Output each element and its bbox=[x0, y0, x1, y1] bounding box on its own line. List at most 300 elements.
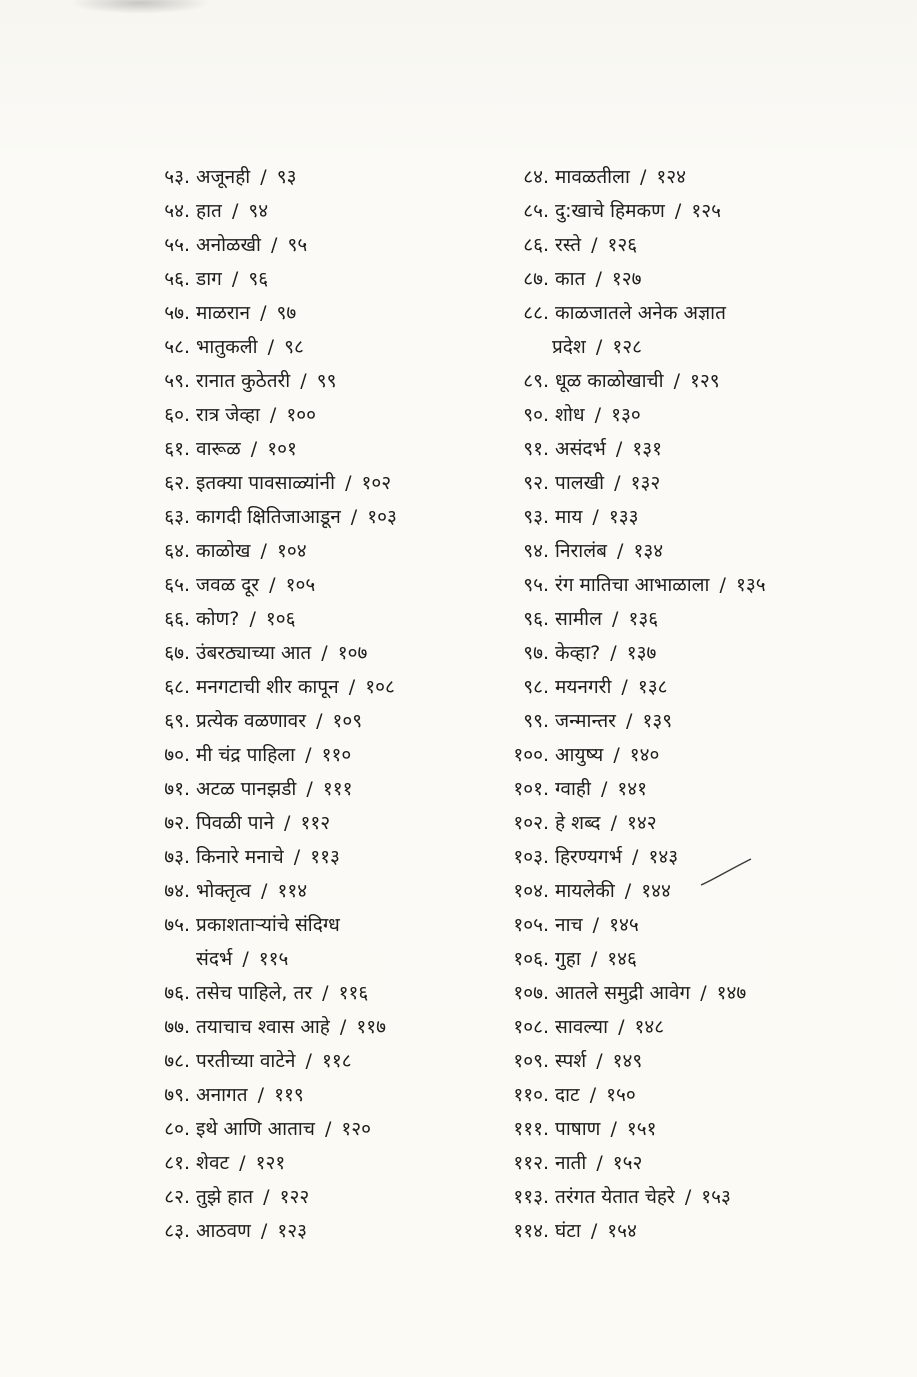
entry-page-number: १५१ bbox=[626, 1118, 657, 1140]
entry-number: ९१. bbox=[523, 438, 549, 460]
entry-page-number: १३६ bbox=[628, 608, 659, 630]
toc-entry bbox=[150, 228, 480, 262]
entry-separator: / bbox=[639, 166, 647, 188]
entry-page-number: १४३ bbox=[648, 846, 679, 868]
toc-entry bbox=[150, 1010, 480, 1044]
toc-entry bbox=[490, 976, 790, 1010]
entry-page-number: १०२ bbox=[361, 472, 392, 494]
toc-entry bbox=[490, 704, 790, 738]
entry-number: ७७. bbox=[164, 1016, 190, 1038]
entry-page-number: १५० bbox=[606, 1084, 636, 1106]
entry-title: हिरण्यगर्भ bbox=[555, 846, 622, 868]
entry-number: ६५. bbox=[164, 574, 190, 596]
toc-entry bbox=[150, 670, 480, 704]
entry-title: सावल्या bbox=[555, 1016, 609, 1038]
entry-number: ७३. bbox=[164, 846, 190, 868]
toc-entry bbox=[490, 1146, 790, 1180]
entry-number: ११२. bbox=[513, 1152, 549, 1174]
toc-entry bbox=[150, 1214, 480, 1248]
entry-title: नाती bbox=[555, 1152, 587, 1174]
entry-separator: / bbox=[260, 302, 267, 324]
entry-title: डाग bbox=[196, 268, 222, 290]
toc-entry bbox=[150, 1180, 480, 1214]
entry-separator: / bbox=[592, 914, 600, 936]
entry-separator: / bbox=[595, 336, 603, 358]
entry-page-number: १४० bbox=[629, 744, 660, 766]
entry-number: ९३. bbox=[523, 506, 549, 528]
entry-number: ८५. bbox=[523, 200, 549, 222]
toc-entry bbox=[150, 534, 480, 568]
entry-page-number: ११८ bbox=[321, 1050, 352, 1072]
toc-entry bbox=[490, 432, 790, 466]
toc-entry bbox=[150, 772, 480, 806]
toc-entry bbox=[490, 1078, 790, 1112]
entry-title: गुहा bbox=[555, 948, 581, 970]
entry-number: ९६. bbox=[523, 608, 549, 630]
entry-title: मायलेकी bbox=[555, 880, 615, 902]
entry-title: प्रत्येक वळणावर bbox=[196, 710, 307, 732]
entry-page-number: १२० bbox=[341, 1118, 372, 1140]
entry-title: धूळ काळोखाची bbox=[555, 370, 664, 392]
toc-entry bbox=[490, 942, 790, 976]
entry-number: १०७. bbox=[513, 982, 549, 1004]
entry-separator: / bbox=[719, 574, 726, 596]
entry-title: माय bbox=[555, 506, 583, 528]
toc-left-column bbox=[150, 160, 480, 1248]
toc-entry bbox=[490, 602, 790, 636]
entry-number: ७५. bbox=[164, 914, 190, 936]
entry-separator: / bbox=[631, 846, 639, 868]
entry-page-number: ९७ bbox=[276, 302, 297, 324]
entry-number: ६६. bbox=[164, 608, 190, 630]
entry-number: ८४. bbox=[523, 166, 549, 188]
entry-number: ८६. bbox=[523, 234, 549, 256]
entry-number: ५७. bbox=[164, 302, 190, 324]
entry-title: हे शब्द bbox=[555, 812, 601, 834]
toc-entry bbox=[490, 772, 790, 806]
entry-separator: / bbox=[260, 166, 267, 188]
entry-number: ८२. bbox=[164, 1186, 190, 1208]
entry-title: आठवण bbox=[196, 1220, 251, 1242]
entry-title-continuation: प्रदेश bbox=[552, 336, 586, 358]
entry-title: केव्हा? bbox=[555, 642, 601, 664]
toc-entry bbox=[490, 568, 790, 602]
entry-title: मावळतीला bbox=[555, 166, 630, 188]
entry-separator: / bbox=[306, 778, 313, 800]
entry-number: १०१. bbox=[513, 778, 549, 800]
entry-number: १०८. bbox=[513, 1016, 549, 1038]
entry-separator: / bbox=[600, 778, 608, 800]
entry-number: ९०. bbox=[523, 404, 549, 426]
entry-page-number: १२४ bbox=[656, 166, 687, 188]
entry-page-number: १४४ bbox=[641, 880, 671, 902]
toc-entry bbox=[150, 466, 480, 500]
entry-number: ८३. bbox=[164, 1220, 190, 1242]
entry-page-number: १०० bbox=[286, 404, 317, 426]
entry-page-number: ११४ bbox=[277, 880, 308, 902]
entry-title: भोक्तृत्व bbox=[196, 880, 251, 902]
entry-page-number: ११५ bbox=[258, 948, 289, 970]
entry-number: ६४. bbox=[164, 540, 190, 562]
entry-title: पाषाण bbox=[555, 1118, 601, 1140]
toc-entry bbox=[150, 568, 480, 602]
entry-number: ८९. bbox=[523, 370, 549, 392]
entry-separator: / bbox=[339, 1016, 347, 1038]
toc-entry bbox=[490, 398, 790, 432]
entry-title: किनारे मनाचे bbox=[196, 846, 284, 868]
entry-separator: / bbox=[618, 1016, 625, 1038]
toc-entry bbox=[490, 738, 790, 772]
entry-page-number: १२७ bbox=[611, 268, 642, 290]
entry-separator: / bbox=[700, 982, 707, 1004]
entry-separator: / bbox=[305, 1050, 312, 1072]
entry-title: रानात कुठेतरी bbox=[196, 370, 291, 392]
entry-title: निरालंब bbox=[555, 540, 607, 562]
toc-entry bbox=[490, 1044, 790, 1078]
entry-separator: / bbox=[345, 472, 352, 494]
toc-entry bbox=[490, 806, 790, 840]
entry-separator: / bbox=[257, 1084, 265, 1106]
entry-number: ८७. bbox=[523, 268, 549, 290]
entry-title: अनागत bbox=[196, 1084, 248, 1106]
entry-page-number: ११६ bbox=[338, 982, 369, 1004]
entry-separator: / bbox=[684, 1186, 692, 1208]
entry-number: ९४. bbox=[523, 540, 549, 562]
entry-page-number: १३२ bbox=[630, 472, 661, 494]
toc-right-column bbox=[490, 160, 790, 1248]
toc-entry bbox=[150, 398, 480, 432]
entry-number: ९२. bbox=[523, 472, 549, 494]
toc-entry bbox=[150, 296, 480, 330]
toc-entry bbox=[490, 636, 790, 670]
entry-separator: / bbox=[293, 846, 301, 868]
entry-page-number: १०८ bbox=[365, 676, 395, 698]
entry-number: ९९. bbox=[523, 710, 549, 732]
entry-page-number: १३९ bbox=[642, 710, 673, 732]
entry-number: १०९. bbox=[513, 1050, 549, 1072]
entry-separator: / bbox=[242, 948, 249, 970]
entry-title: काळोख bbox=[196, 540, 251, 562]
entry-page-number: १२५ bbox=[691, 200, 721, 222]
entry-number: ११४. bbox=[513, 1220, 549, 1242]
entry-page-number: १३१ bbox=[632, 438, 662, 460]
entry-separator: / bbox=[270, 234, 278, 256]
entry-number: ५६. bbox=[164, 268, 190, 290]
toc-entry bbox=[490, 670, 790, 704]
toc-entry bbox=[490, 296, 790, 330]
toc-entry bbox=[150, 908, 480, 942]
entry-separator: / bbox=[350, 506, 358, 528]
entry-separator: / bbox=[591, 234, 598, 256]
entry-number: ७१. bbox=[164, 778, 190, 800]
entry-separator: / bbox=[260, 1220, 268, 1242]
entry-separator: / bbox=[625, 710, 633, 732]
entry-number: ७९. bbox=[164, 1084, 190, 1106]
entry-page-number: १३८ bbox=[637, 676, 668, 698]
entry-page-number: १५२ bbox=[612, 1152, 643, 1174]
toc-entry bbox=[150, 1044, 480, 1078]
toc-entry bbox=[150, 160, 480, 194]
entry-page-number: ११७ bbox=[356, 1016, 386, 1038]
entry-number: ५९. bbox=[164, 370, 190, 392]
entry-number: ५५. bbox=[164, 234, 190, 256]
entry-page-number: ११९ bbox=[274, 1084, 304, 1106]
entry-title: वारूळ bbox=[196, 438, 241, 460]
entry-page-number: १४६ bbox=[607, 948, 637, 970]
entry-separator: / bbox=[260, 540, 267, 562]
entry-number: ९८. bbox=[523, 676, 549, 698]
toc-entry bbox=[150, 1078, 480, 1112]
entry-separator: / bbox=[612, 608, 619, 630]
toc-entry bbox=[490, 262, 790, 296]
entry-title-continuation: संदर्भ bbox=[196, 948, 233, 970]
entry-separator: / bbox=[596, 1050, 603, 1072]
entry-page-number: १४७ bbox=[716, 982, 747, 1004]
entry-page-number: ९६ bbox=[248, 268, 269, 290]
entry-title: शेवट bbox=[196, 1152, 230, 1174]
entry-title: रंग मातिचा आभाळाला bbox=[555, 574, 710, 596]
entry-separator: / bbox=[267, 336, 275, 358]
entry-separator: / bbox=[594, 404, 602, 426]
entry-page-number: १४५ bbox=[609, 914, 639, 936]
entry-page-number: १०४ bbox=[276, 540, 307, 562]
entry-page-number: १०७ bbox=[337, 642, 368, 664]
entry-title: कागदी क्षितिजाआडून bbox=[196, 506, 341, 528]
toc-entry bbox=[490, 534, 790, 568]
entry-separator: / bbox=[269, 404, 277, 426]
toc-entry bbox=[150, 1112, 480, 1146]
toc-entry bbox=[490, 228, 790, 262]
toc-entry bbox=[490, 1214, 790, 1248]
entry-separator: / bbox=[590, 1220, 598, 1242]
entry-number: ६८. bbox=[164, 676, 190, 698]
entry-separator: / bbox=[615, 438, 623, 460]
toc-entry bbox=[150, 432, 480, 466]
entry-number: ८८. bbox=[523, 302, 549, 324]
entry-page-number: १५४ bbox=[607, 1220, 637, 1242]
entry-separator: / bbox=[592, 506, 599, 528]
entry-number: ६९. bbox=[164, 710, 190, 732]
entry-number: ५३. bbox=[164, 166, 190, 188]
entry-page-number: १०६ bbox=[265, 608, 296, 630]
entry-title: तरंगत येतात चेहरे bbox=[555, 1186, 675, 1208]
toc-entry bbox=[490, 500, 790, 534]
entry-separator: / bbox=[300, 370, 307, 392]
toc-entry bbox=[150, 840, 480, 874]
toc-entry bbox=[490, 194, 790, 228]
entry-number: १०५. bbox=[513, 914, 549, 936]
entry-page-number: १०९ bbox=[332, 710, 363, 732]
entry-page-number: ९५ bbox=[287, 234, 308, 256]
entry-title: माळरान bbox=[196, 302, 251, 324]
entry-title: तुझे हात bbox=[196, 1186, 254, 1208]
entry-separator: / bbox=[284, 812, 291, 834]
entry-separator: / bbox=[624, 880, 632, 902]
entry-separator: / bbox=[261, 880, 268, 902]
entry-number: ६३. bbox=[164, 506, 190, 528]
entry-number: १०३. bbox=[513, 846, 549, 868]
entry-page-number: १२९ bbox=[690, 370, 720, 392]
entry-title: रात्र जेव्हा bbox=[196, 404, 260, 426]
entry-number: ७६. bbox=[164, 982, 190, 1004]
entry-separator: / bbox=[590, 948, 598, 970]
entry-title: आतले समुद्री आवेग bbox=[555, 982, 691, 1004]
toc-entry bbox=[490, 364, 790, 398]
entry-title: कोण? bbox=[196, 608, 240, 630]
entry-title: नाच bbox=[555, 914, 583, 936]
entry-title: तयाचाच श्वास आहे bbox=[196, 1016, 330, 1038]
entry-page-number: १२१ bbox=[255, 1152, 286, 1174]
toc-entry bbox=[150, 262, 480, 296]
entry-separator: / bbox=[589, 1084, 597, 1106]
entry-separator: / bbox=[674, 200, 682, 222]
entry-separator: / bbox=[596, 1152, 603, 1174]
entry-separator: / bbox=[305, 744, 312, 766]
entry-title: जवळ दूर bbox=[196, 574, 260, 596]
entry-title: प्रकाशताऱ्यांचे संदिग्ध bbox=[196, 914, 340, 936]
entry-page-number: १५३ bbox=[701, 1186, 731, 1208]
entry-separator: / bbox=[613, 744, 620, 766]
entry-title: हात bbox=[196, 200, 222, 222]
entry-number: ७०. bbox=[164, 744, 190, 766]
toc-entry bbox=[150, 364, 480, 398]
entry-separator: / bbox=[316, 710, 323, 732]
toc-entry bbox=[150, 1146, 480, 1180]
toc-entry bbox=[490, 160, 790, 194]
entry-number: ११०. bbox=[513, 1084, 549, 1106]
entry-page-number: १४८ bbox=[634, 1016, 665, 1038]
entry-page-number: १४९ bbox=[612, 1050, 643, 1072]
entry-page-number: १०३ bbox=[367, 506, 397, 528]
entry-title: दु:खाचे हिमकण bbox=[555, 200, 665, 222]
entry-page-number: ११२ bbox=[300, 812, 331, 834]
entry-separator: / bbox=[610, 642, 617, 664]
toc-entry bbox=[150, 194, 480, 228]
entry-title: परतीच्या वाटेने bbox=[196, 1050, 296, 1072]
entry-title: इतक्या पावसाळ्यांनी bbox=[196, 472, 336, 494]
entry-page-number: १२८ bbox=[612, 336, 642, 358]
toc-entry-continuation bbox=[490, 330, 790, 364]
entry-number: ७२. bbox=[164, 812, 190, 834]
entry-separator: / bbox=[250, 438, 258, 460]
entry-page-number: ९४ bbox=[248, 200, 269, 222]
entry-number: ८०. bbox=[164, 1118, 190, 1140]
toc-entry bbox=[150, 636, 480, 670]
entry-number: ९५. bbox=[523, 574, 549, 596]
toc-entry bbox=[150, 500, 480, 534]
entry-title: रस्ते bbox=[555, 234, 582, 256]
entry-separator: / bbox=[673, 370, 680, 392]
entry-title: दाट bbox=[555, 1084, 580, 1106]
entry-separator: / bbox=[348, 676, 356, 698]
entry-page-number: १११ bbox=[322, 778, 353, 800]
entry-title: भातुकली bbox=[196, 336, 258, 358]
entry-title: पालखी bbox=[555, 472, 605, 494]
entry-title: कात bbox=[555, 268, 586, 290]
entry-separator: / bbox=[249, 608, 256, 630]
toc-entry bbox=[490, 1010, 790, 1044]
entry-page-number: १०१ bbox=[267, 438, 297, 460]
entry-page-number: १३३ bbox=[608, 506, 639, 528]
entry-separator: / bbox=[324, 1118, 332, 1140]
entry-number: ५४. bbox=[164, 200, 190, 222]
entry-number: १०२. bbox=[513, 812, 549, 834]
entry-page-number: ११० bbox=[321, 744, 352, 766]
entry-page-number: ९९ bbox=[316, 370, 337, 392]
entry-title: स्पर्श bbox=[555, 1050, 587, 1072]
entry-title: शोध bbox=[555, 404, 585, 426]
entry-separator: / bbox=[239, 1152, 246, 1174]
toc-entry bbox=[490, 466, 790, 500]
entry-title: असंदर्भ bbox=[555, 438, 606, 460]
entry-separator: / bbox=[621, 676, 628, 698]
entry-title: इथे आणि आताच bbox=[196, 1118, 315, 1140]
toc-entry bbox=[150, 602, 480, 636]
entry-title: अनोळखी bbox=[196, 234, 261, 256]
toc-entry bbox=[150, 806, 480, 840]
entry-number: १००. bbox=[513, 744, 549, 766]
scan-shadow bbox=[70, 0, 210, 14]
entry-title: काळजातले अनेक अज्ञात bbox=[555, 302, 726, 324]
entry-number: ९७. bbox=[523, 642, 549, 664]
entry-number: ८१. bbox=[164, 1152, 190, 1174]
toc-entry bbox=[150, 874, 480, 908]
entry-page-number: १०५ bbox=[285, 574, 316, 596]
toc-entry bbox=[150, 330, 480, 364]
toc-entry bbox=[490, 1180, 790, 1214]
entry-page-number: १३० bbox=[611, 404, 641, 426]
entry-page-number: १३४ bbox=[633, 540, 664, 562]
entry-page-number: ९८ bbox=[284, 336, 304, 358]
entry-page-number: ११३ bbox=[310, 846, 340, 868]
entry-number: ५८. bbox=[164, 336, 190, 358]
entry-separator: / bbox=[321, 642, 328, 664]
entry-title: घंटा bbox=[555, 1220, 581, 1242]
entry-number: ६०. bbox=[164, 404, 190, 426]
entry-number: ७४. bbox=[164, 880, 190, 902]
entry-page-number: १२३ bbox=[277, 1220, 307, 1242]
entry-separator: / bbox=[610, 1118, 617, 1140]
toc-entry bbox=[150, 976, 480, 1010]
entry-title: मनगटाची शीर कापून bbox=[196, 676, 339, 698]
entry-separator: / bbox=[616, 540, 624, 562]
entry-separator: / bbox=[595, 268, 602, 290]
entry-title: जन्मान्तर bbox=[555, 710, 616, 732]
entry-title: तसेच पाहिले, तर bbox=[196, 982, 313, 1004]
entry-page-number: १४२ bbox=[627, 812, 657, 834]
entry-number: १०४. bbox=[513, 880, 549, 902]
entry-page-number: १३७ bbox=[626, 642, 657, 664]
entry-number: १११. bbox=[513, 1118, 549, 1140]
entry-title: आयुष्य bbox=[555, 744, 604, 766]
entry-page-number: १२२ bbox=[279, 1186, 310, 1208]
entry-title: अटळ पानझडी bbox=[196, 778, 297, 800]
entry-number: ६७. bbox=[164, 642, 190, 664]
entry-separator: / bbox=[263, 1186, 270, 1208]
entry-title: अजूनही bbox=[196, 166, 251, 188]
toc-entry-continuation bbox=[150, 942, 480, 976]
entry-separator: / bbox=[614, 472, 621, 494]
entry-title: मी चंद्र पाहिला bbox=[196, 744, 296, 766]
toc-entry bbox=[150, 704, 480, 738]
entry-number: १०६. bbox=[513, 948, 549, 970]
entry-separator: / bbox=[231, 200, 239, 222]
pen-tick-mark-icon bbox=[697, 855, 755, 895]
entry-separator: / bbox=[269, 574, 276, 596]
entry-number: ७८. bbox=[164, 1050, 190, 1072]
entry-title: सामील bbox=[555, 608, 602, 630]
entry-title: उंबरठ्याच्या आत bbox=[196, 642, 312, 664]
